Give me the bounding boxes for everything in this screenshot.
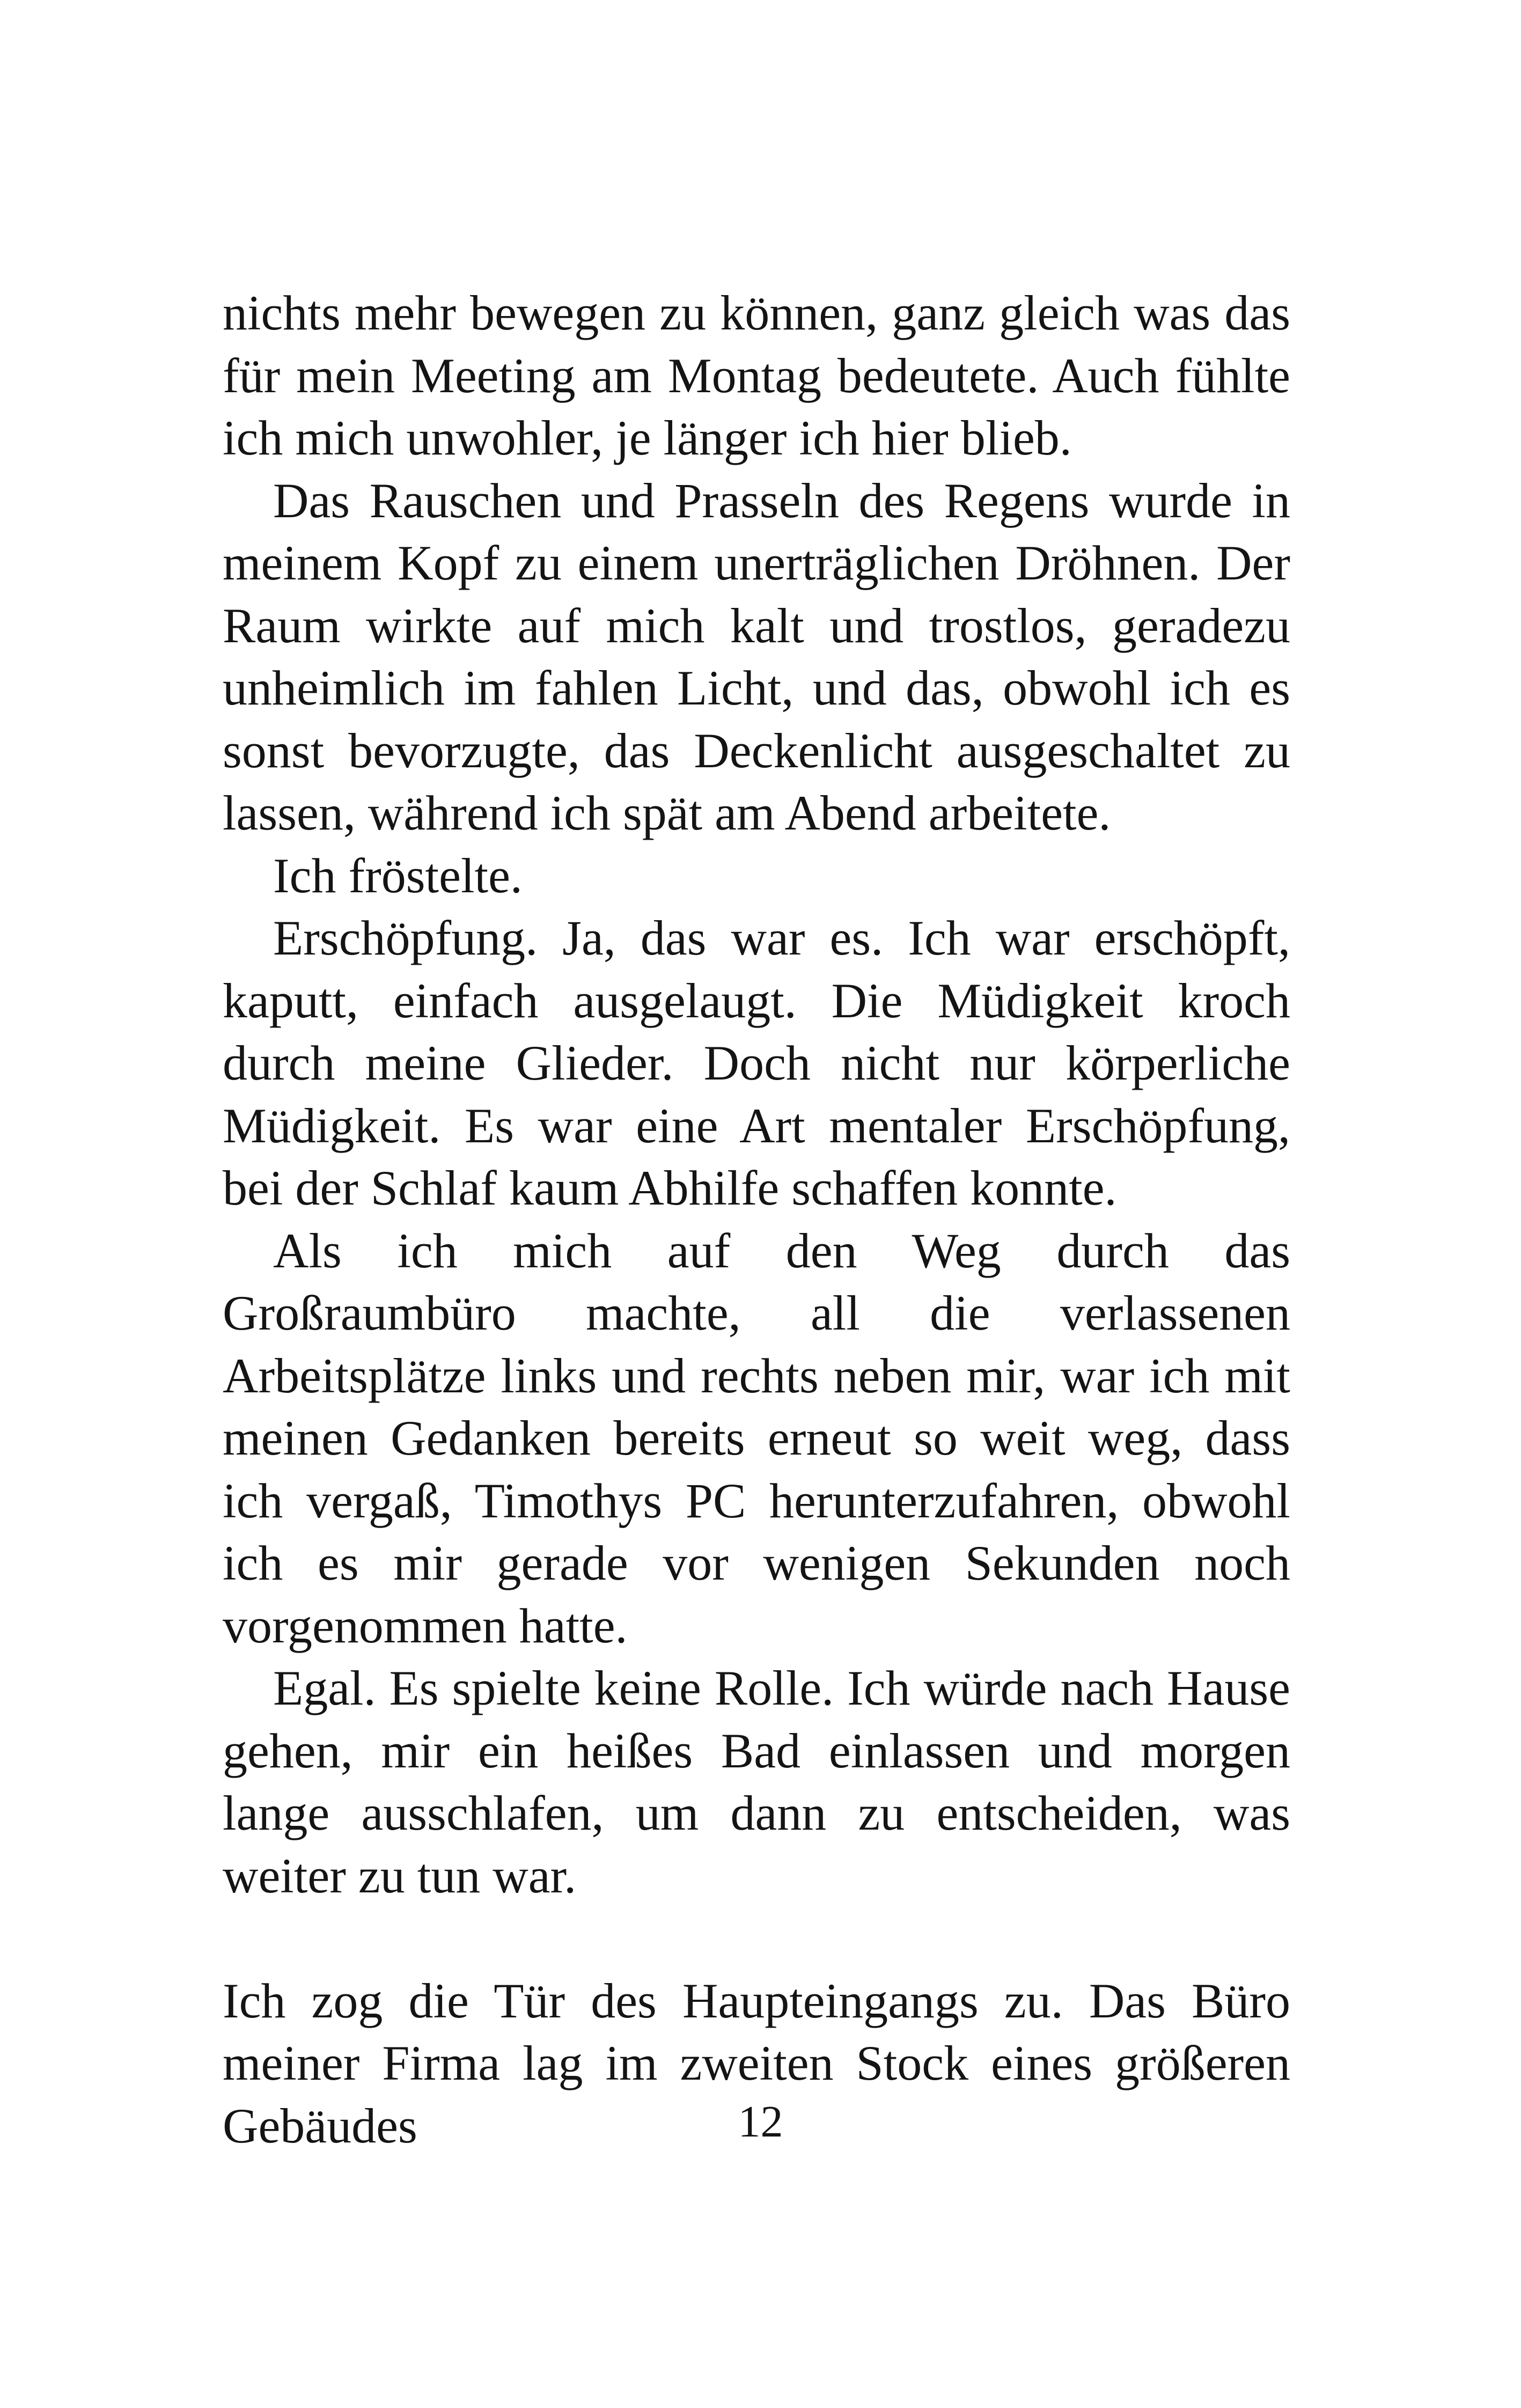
paragraph-continuation: nichts mehr bewegen zu können, ganz gleich was das für mein Meeting am Montag bedeutete. Auch fühlte ich mich unwohler, je länger ich hier blieb. [223, 285, 1290, 465]
paragraph-go-home: Egal. Es spielte keine Rolle. Ich würde nach Hause gehen, mir ein heißes Bad einlassen und morgen lange ausschlafen, um dann zu entscheiden, was weiter zu tun war. [223, 1661, 1290, 1903]
body-text [223, 282, 1290, 2157]
paragraph-rain: Das Rauschen und Prasseln des Regens wurde in meinem Kopf zu einem unerträglichen Dröhnen. Der Raum wirkte auf mich kalt und trostlos, geradezu unheimlich im fahlen Licht, und das, obwohl ich es sonst bevorzugte, das Deckenlicht ausgeschaltet zu lassen, während ich spät am Abend arbeitete. [223, 473, 1290, 840]
paragraph-exhaustion: Erschöpfung. Ja, das war es. Ich war erschöpft, kaputt, einfach ausgelaugt. Die Müdigkeit kroch durch meine Glieder. Doch nicht nur körperliche Müdigkeit. Es war eine Art mentaler Erschöpfung, bei der Schlaf kaum Abhilfe schaffen konnte. [223, 911, 1290, 1215]
paragraph-main-entrance: Ich zog die Tür des Haupteingangs zu. Das Büro meiner Firma lag im zweiten Stock eines größeren Gebäudes [223, 1973, 1290, 2153]
scene-break [223, 1907, 1290, 1970]
page-number: 12 [738, 2097, 783, 2147]
paragraph-shiver: Ich fröstelte. [273, 848, 523, 903]
paragraph-office-walk: Als ich mich auf den Weg durch das Großraumbüro machte, all die verlassenen Arbeitsplätze links und rechts neben mir, war ich mit meinen Gedanken bereits erneut so weit weg, dass ich vergaß, Timothys PC herunterzufahren, obwohl ich es mir gerade vor wenigen Sekunden noch vorgenommen hatte. [223, 1223, 1290, 1653]
